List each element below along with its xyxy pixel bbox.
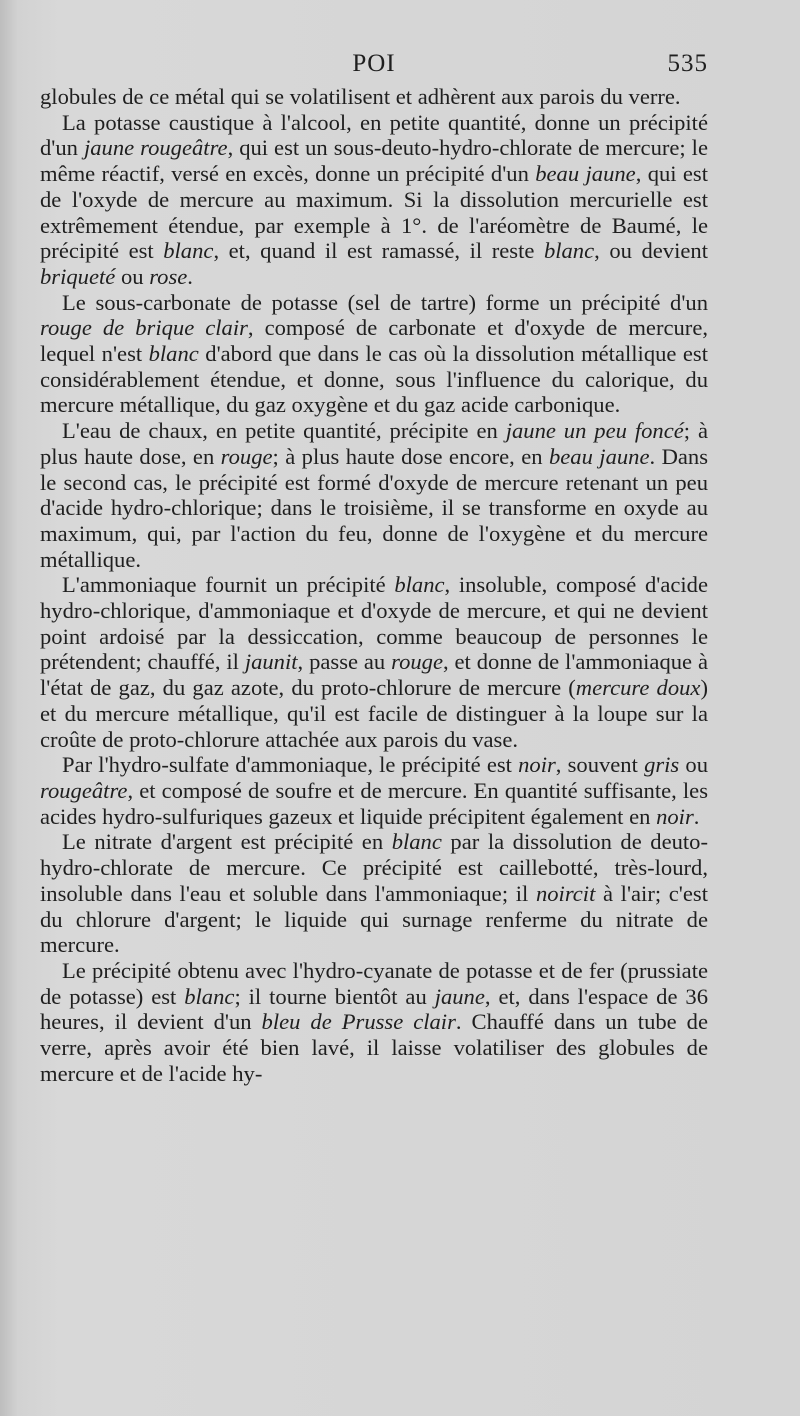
text-run: Le nitrate d'argent est précipité en [62,829,392,855]
paragraph [40,752,708,829]
italic-term: beau jaune [548,443,650,469]
text-run: ; il tourne bientôt au [234,983,435,1009]
text-run: , passe au [297,649,392,675]
text-run: La potasse caustique à l'alcool, en petite quantité, donne un précipité d'un [40,109,708,161]
italic-term: rouge [220,443,273,469]
italic-term: gris [644,752,680,778]
text-run: , qui est un sous-deuto-hydro-chlorate de mercure; le même réactif, versé en excès, donne un précipité d'un [40,135,708,187]
italic-term: blanc [148,341,199,367]
running-title: POI [352,50,396,77]
italic-term: noircit [535,880,596,906]
text-run: , souvent [555,752,645,778]
text-run: L'eau de chaux, en petite quantité, précipite en [62,418,506,444]
paragraph [40,958,708,1087]
text-run: globules de ce métal qui se volatilisent et adhèrent aux parois du verre. [40,84,681,109]
text-run: . [693,803,700,829]
italic-term: jaune un peu foncé [505,418,684,444]
paragraph [40,572,708,752]
italic-term: beau jaune [535,161,636,187]
running-header [40,50,708,84]
text-run: ; à plus haute dose, en [40,418,708,469]
italic-term: blanc [184,983,235,1009]
italic-term: rougeâtre [40,777,128,803]
text-run: Le précipité obtenu avec l'hydro-cyanate de potasse et de fer (prussiate de potasse) est [40,957,708,1009]
italic-term: mercure doux [575,675,701,701]
text-run: , insoluble, composé d'acide hydro-chlorique, d'ammoniaque et d'oxyde de mercure, et qui ne devient point ardoisé par la dessiccation, comme beaucoup de personnes le prétendent; chauffé, il [40,572,708,675]
text-run: par la dissolution de deuto-hydro-chlorate de mercure. Ce précipité est caillebotté, très-lourd, insoluble dans l'eau et soluble dans l'ammoniaque; il [40,829,708,906]
italic-term: briqueté [40,263,116,289]
body-text [40,84,708,1086]
paragraph [40,110,708,290]
text-run: , et, dans l'espace de 36 heures, il devient d'un [40,983,708,1035]
italic-term: rouge [391,649,443,675]
text-run: , et donne de l'ammoniaque à l'état de gaz, du gaz azote, du proto-chlorure de mercure ( [40,649,708,701]
page-number: 535 [667,50,708,77]
italic-term: blanc [394,572,445,598]
text-run: Le sous-carbonate de potasse (sel de tartre) forme un précipité d'un [62,289,708,315]
text-run: , et composé de soufre et de mercure. En quantité suffisante, les acides hydro-sulfuriques gazeux et liquide précipitent également en [40,777,708,829]
italic-term: bleu de Prusse clair [261,1009,456,1035]
text-run: d'abord que dans le cas où la dissolution métallique est considérablement étendue, et donne, sous l'influence du calorique, du mercure métallique, du gaz oxygène et du gaz acide carbonique. [40,341,708,418]
paragraph [40,418,708,572]
text-run: ; à plus haute dose encore, en [272,443,549,469]
paragraph [40,290,708,419]
text-run: . Dans le second cas, le précipité est formé d'oxyde de mercure retenant un peu d'acide hydro-chlorique; dans le troisième, il se transforme en oxyde au maximum, qui, par l'action du feu, donne de l'oxygène et du mercure métallique. [40,443,709,572]
text-run: ) et du mercure métallique, qu'il est facile de distinguer à la loupe sur la croûte de proto-chlorure attachée aux parois du vase. [40,675,708,752]
italic-term: blanc [163,238,214,264]
text-run: , et, quand il est ramassé, il reste [213,238,544,264]
text-run: . [187,263,193,289]
italic-term: noir [656,803,694,829]
italic-term: jaune [434,983,485,1009]
text-run: Par l'hydro-sulfate d'ammoniaque, le précipité est [62,752,519,778]
italic-term: jaunit [244,649,298,675]
text-run: L'ammoniaque fournit un précipité [62,572,395,598]
text-run: ou [115,263,150,289]
paragraph [40,84,708,110]
text-run: à l'air; c'est du chlorure d'argent; le liquide qui surnage renferme du nitrate de mercure. [40,880,708,958]
paragraph [40,829,708,958]
italic-term: blanc [391,829,442,855]
text-run: ou [679,752,708,778]
text-run: . Chauffé dans un tube de verre, après avoir été bien lavé, il laisse volatiliser des globules de mercure et de l'acide hy- [40,1009,708,1086]
italic-term: noir [518,752,556,778]
italic-term: blanc [543,238,595,264]
italic-term: jaune rougeâtre [83,135,228,161]
text-run: , ou devient [594,238,708,264]
italic-term: rouge de brique clair [40,315,248,341]
italic-term: rose [149,263,188,289]
text-run: , composé de carbonate et d'oxyde de mercure, lequel n'est [40,315,708,367]
text-run: , qui est de l'oxyde de mercure au maximum. Si la dissolution mercurielle est extrêmement étendue, par exemple à 1°. de l'aréomètre de Baumé, le précipité est [40,161,709,264]
